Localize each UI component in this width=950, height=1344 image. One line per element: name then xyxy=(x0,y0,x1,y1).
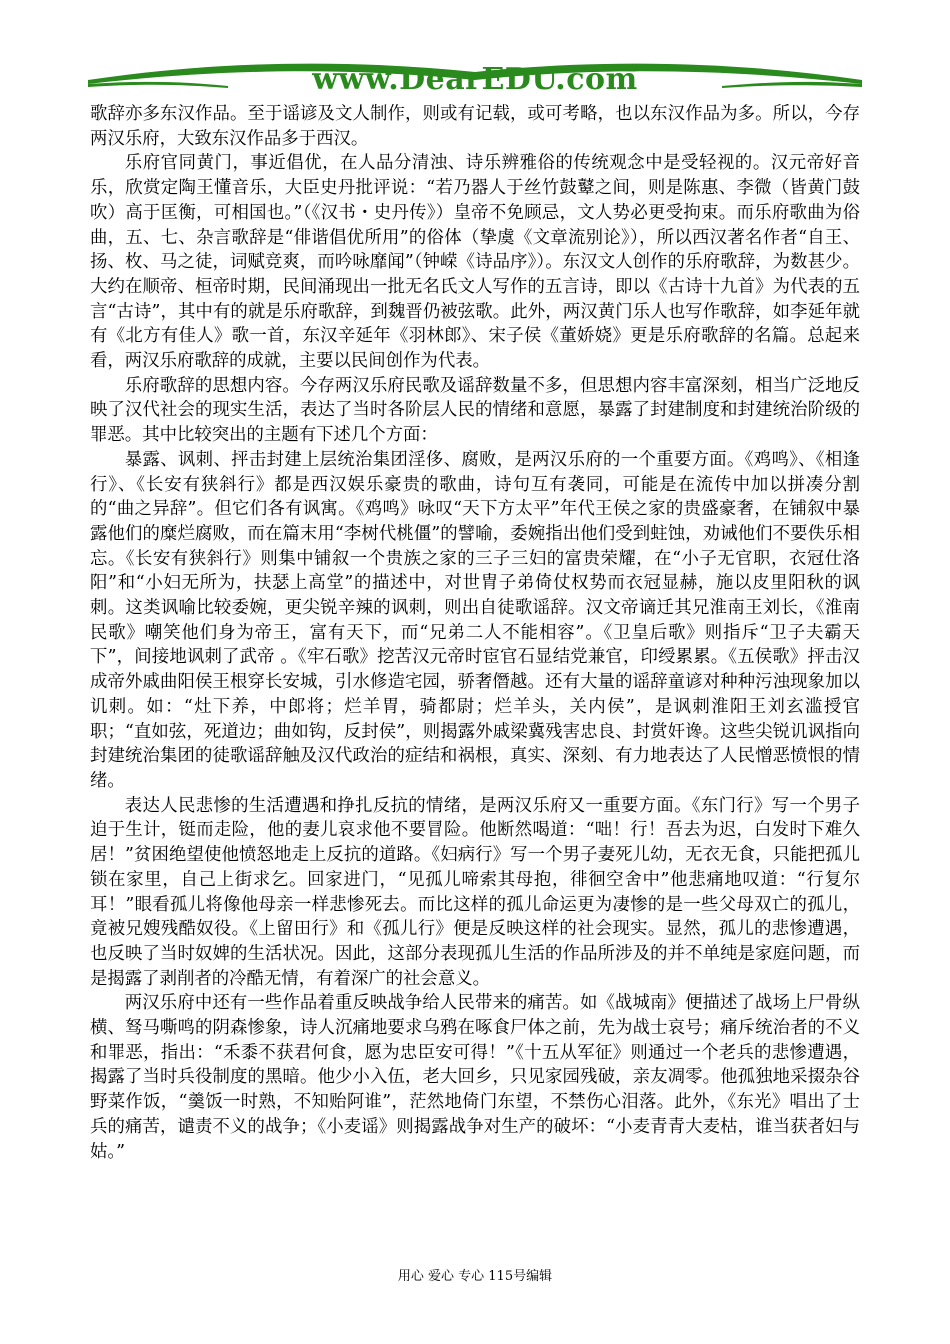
site-header xyxy=(88,58,862,106)
article-body xyxy=(90,102,860,1164)
paragraph-4: 暴露、讽刺、抨击封建上层统治集团淫侈、腐败，是两汉乐府的一个重要方面。《鸡鸣》、《相逢行》、《长安有狭斜行》都是西汉娱乐豪贵的歌曲，诗句互有袭同，可能是在流传中加以拼凑分割的“曲之异辞”。但它们各有讽寓。《鸡鸣》咏叹“天下方太平”年代王侯之家的贵盛豪奢，在铺叙中暴露他们的糜烂腐败，而在篇末用“李树代桃僵”的譬喻，委婉指出他们受到蛀蚀，劝诫他们不要佚乐相忘。《长安有狭斜行》则集中铺叙一个贵族之家的三子三妇的富贵荣耀，在“小子无官职，衣冠仕洛阳”和“小妇无所为，扶瑟上高堂”的描述中，对世胄子弟倚仗权势而衣冠显赫，施以皮里阳秋的讽刺。这类讽喻比较委婉，更尖锐辛辣的讽刺，则出自徒歌谣辞。汉文帝谪迁其兄淮南王刘长，《淮南民歌》嘲笑他们身为帝王，富有天下，而“兄弟二人不能相容”。《卫皇后歌》则指斥“卫子夫霸天下”，间接地讽刺了武帝 。《牢石歌》挖苦汉元帝时宦官石显结党兼官，印绶累累。《五侯歌》抨击汉成帝外戚曲阳侯王根穿长安城，引水修造宅园，骄奢僭越。还有大量的谣辞童谚对种种污浊现象加以讥刺。如：“灶下养，中郎将；烂羊胃，骑都尉；烂羊头，关内侯”，是讽刺淮阳王刘玄滥授官职；“直如弦，死道边；曲如钩，反封侯”，则揭露外戚梁冀残害忠良、封赏奸谗。这些尖锐讥讽指向封建统治集团的徒歌谣辞触及汉代政治的症结和祸根，真实、深刻、有力地表达了人民憎恶愤恨的情绪。 xyxy=(90,449,860,791)
paragraph-1: 歌辞亦多东汉作品。至于谣谚及文人制作，则或有记载，或可考略，也以东汉作品为多。所以，今存两汉乐府，大致东汉作品多于西汉。 xyxy=(90,104,860,149)
paragraph-6: 两汉乐府中还有一些作品着重反映战争给人民带来的痛苦。如《战城南》便描述了战场上尸骨纵横、驽马嘶鸣的阴森惨象，诗人沉痛地要求乌鸦在啄食尸体之前，先为战士哀号；痛斥统治者的不义和罪恶，指出：“禾黍不获君何食，愿为忠臣安可得！”《十五从军征》则通过一个老兵的悲惨遭遇，揭露了当时兵役制度的黑暗。他少小入伍，老大回乡，只见家园残破，亲友凋零。他孤独地采掇杂谷野菜作饭，“羹饭一时熟，不知贻阿谁”，茫然地倚门东望，不禁伤心泪落。此外，《东光》唱出了士兵的痛苦，谴责不义的战争；《小麦谣》则揭露战争对生产的破坏：“小麦青青大麦枯，谁当获者妇与姑。” xyxy=(90,993,860,1162)
paragraph-5: 表达人民悲惨的生活遭遇和挣扎反抗的情绪，是两汉乐府又一重要方面。《东门行》写一个男子迫于生计，铤而走险，他的妻儿哀求他不要冒险。他断然喝道：“咄！行！吾去为迟，白发时下难久居！”贫困绝望使他愤怒地走上反抗的道路。《妇病行》写一个男子妻死儿幼，无衣无食，只能把孤儿锁在家里，自己上街求乞。回家进门，“见孤儿啼索其母抱，徘徊空舍中”他悲痛地叹道：“行复尔耳！”眼看孤儿将像他母亲一样悲惨死去。而比这样的孤儿命运更为凄惨的是一些父母双亡的孤儿，竟被兄嫂残酷奴役。《上留田行》和《孤儿行》便是反映这样的社会现实。显然，孤儿的悲惨遭遇，也反映了当时奴婢的生活状况。因此，这部分表现孤儿生活的作品所涉及的并不单纯是家庭问题，而是揭露了剥削者的冷酷无情，有着深广的社会意义。 xyxy=(90,795,860,989)
page-footer: 用心 爱心 专心 115号编辑 xyxy=(397,1269,553,1284)
paragraph-2: 乐府官同黄门，事近倡优，在人品分清浊、诗乐辨雅俗的传统观念中是受轻视的。汉元帝好音乐，欣赏定陶王懂音乐，大臣史丹批评说：“若乃器人于丝竹鼓鼙之间，则是陈惠、李微（皆黄门鼓吹）高于匡衡，可相国也。”（《汉书・史丹传》）皇帝不免顾忌，文人势必更受拘束。而乐府歌曲为俗曲，五、七、杂言歌辞是“俳谐倡优所用”的俗体（挚虞《文章流别论》），所以西汉著名作者“自王、扬、枚、马之徒，词赋竞爽，而吟咏靡闻”（钟嵘《诗品序》）。东汉文人创作的乐府歌辞，为数甚少。大约在顺帝、桓帝时期，民间涌现出一批无名氏文人写作的五言诗，即以《古诗十九首》为代表的五言“古诗”，其中有的就是乐府歌辞，到魏晋仍被弦歌。此外，两汉黄门乐人也写作歌辞，如李延年就有《北方有佳人》歌一首，东汉辛延年《羽林郎》、宋子侯《董娇娆》更是乐府歌辞的名篇。总起来看，两汉乐府歌辞的成就，主要以民间创作为代表。 xyxy=(90,153,860,372)
paragraph-3: 乐府歌辞的思想内容。今存两汉乐府民歌及谣辞数量不多，但思想内容丰富深刻，相当广泛地反映了汉代社会的现实生活，表达了当时各阶层人民的情绪和意愿，暴露了封建制度和封建统治阶级的罪恶。其中比较突出的主题有下述几个方面： xyxy=(90,375,860,446)
site-url-logo[interactable]: www.DearEDU.com xyxy=(312,62,638,97)
